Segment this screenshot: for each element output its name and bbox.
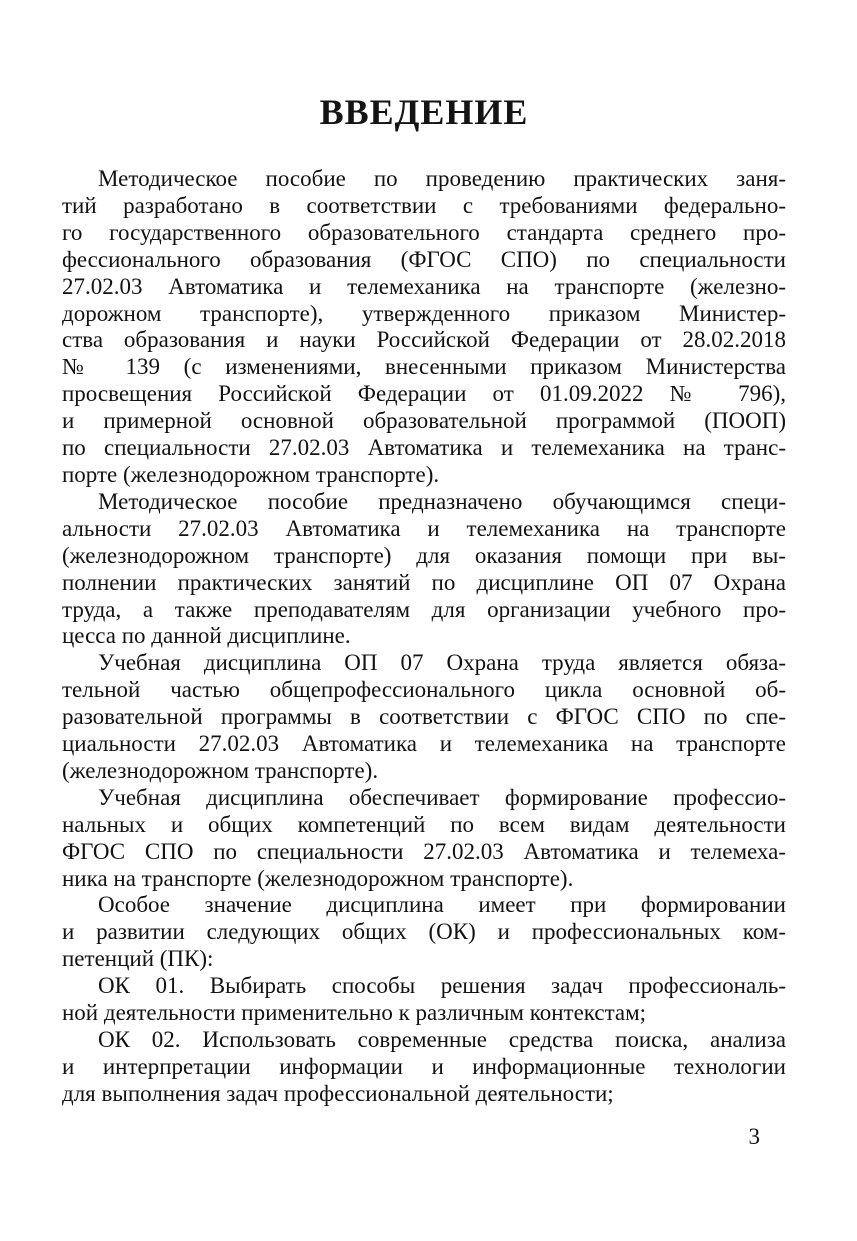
text-line: труда, а также преподавателям для организации учебного про- [62, 596, 786, 622]
paragraph [62, 892, 786, 973]
text-line: просвещения Российской Федерации от 01.09.2022 № 796), [62, 381, 786, 407]
text-line: (железнодорожном транспорте) для оказания помощи при вы- [62, 542, 786, 568]
text-line: нальных и общих компетенций по всем видам деятельности [62, 811, 786, 837]
text-line: порте (железнодорожном транспорте). [62, 461, 440, 487]
text-line: тий разработано в соответствии с требованиями федерально- [62, 192, 786, 218]
text-line: и примерной основной образовательной программой (ПООП) [62, 408, 786, 434]
text-line: петенций (ПК): [62, 946, 214, 972]
paragraph [62, 650, 786, 785]
text-line: циальности 27.02.03 Автоматика и телемеханика на транспорте [62, 731, 786, 757]
text-line: (железнодорожном транспорте). [62, 757, 379, 783]
text-line: разовательной программы в соответствии с ФГОС СПО по спе- [62, 704, 786, 730]
text-line: Особое значение дисциплина имеет при формировании [98, 892, 786, 918]
text-line: го государственного образовательного стандарта среднего про- [62, 219, 786, 245]
paragraph [62, 973, 786, 1027]
page-number: 3 [748, 1124, 760, 1149]
text-line: фессионального образования (ФГОС СПО) по специальности [62, 246, 786, 272]
paragraph [62, 785, 786, 893]
text-line: и развитии следующих общих (ОК) и профессиональных ком- [62, 919, 786, 945]
text-line: ной деятельности применительно к различным контекстам; [62, 1000, 647, 1026]
text-line: ОК 02. Использовать современные средства поиска, анализа [98, 1027, 786, 1052]
text-line: цесса по данной дисциплине. [62, 623, 351, 649]
text-line: ства образования и науки Российской Федерации от 28.02.2018 [62, 327, 786, 353]
text-line: ОК 01. Выбирать способы решения задач профессиональ- [98, 973, 786, 999]
text-line: ФГОС СПО по специальности 27.02.03 Автоматика и телемеха- [62, 838, 786, 864]
text-line: тельной частью общепрофессионального цикла основной об- [62, 677, 786, 703]
text-line: № 139 (с изменениями, внесенными приказом Министерства [62, 354, 786, 380]
text-line: Методическое пособие предназначено обучающимся специ- [98, 488, 786, 514]
text-line: дорожном транспорте), утвержденного приказом Министер- [62, 300, 786, 326]
text-line: полнении практических занятий по дисциплине ОП 07 Охрана [62, 569, 786, 595]
text-line: Методическое пособие по проведению практических заня- [98, 166, 786, 191]
text-line: 27.02.03 Автоматика и телемеханика на транспорте (железно- [62, 273, 786, 299]
body-text [62, 166, 786, 1108]
paragraph [62, 1027, 786, 1108]
page-title: ВВЕДЕНИЕ [319, 92, 529, 132]
text-line: ника на транспорте (железнодорожном транспорте). [62, 865, 574, 891]
text-line: Учебная дисциплина обеспечивает формирование профессио- [98, 784, 786, 810]
text-line: по специальности 27.02.03 Автоматика и телемеханика на транс- [62, 435, 786, 461]
paragraph [62, 489, 786, 650]
text-line: для выполнения задач профессиональной деятельности; [62, 1080, 614, 1106]
text-line: альности 27.02.03 Автоматика и телемеханика на транспорте [62, 515, 786, 541]
paragraph [62, 166, 786, 489]
text-line: Учебная дисциплина ОП 07 Охрана труда является обяза- [98, 650, 786, 676]
text-line: и интерпретации информации и информационные технологии [62, 1053, 786, 1079]
